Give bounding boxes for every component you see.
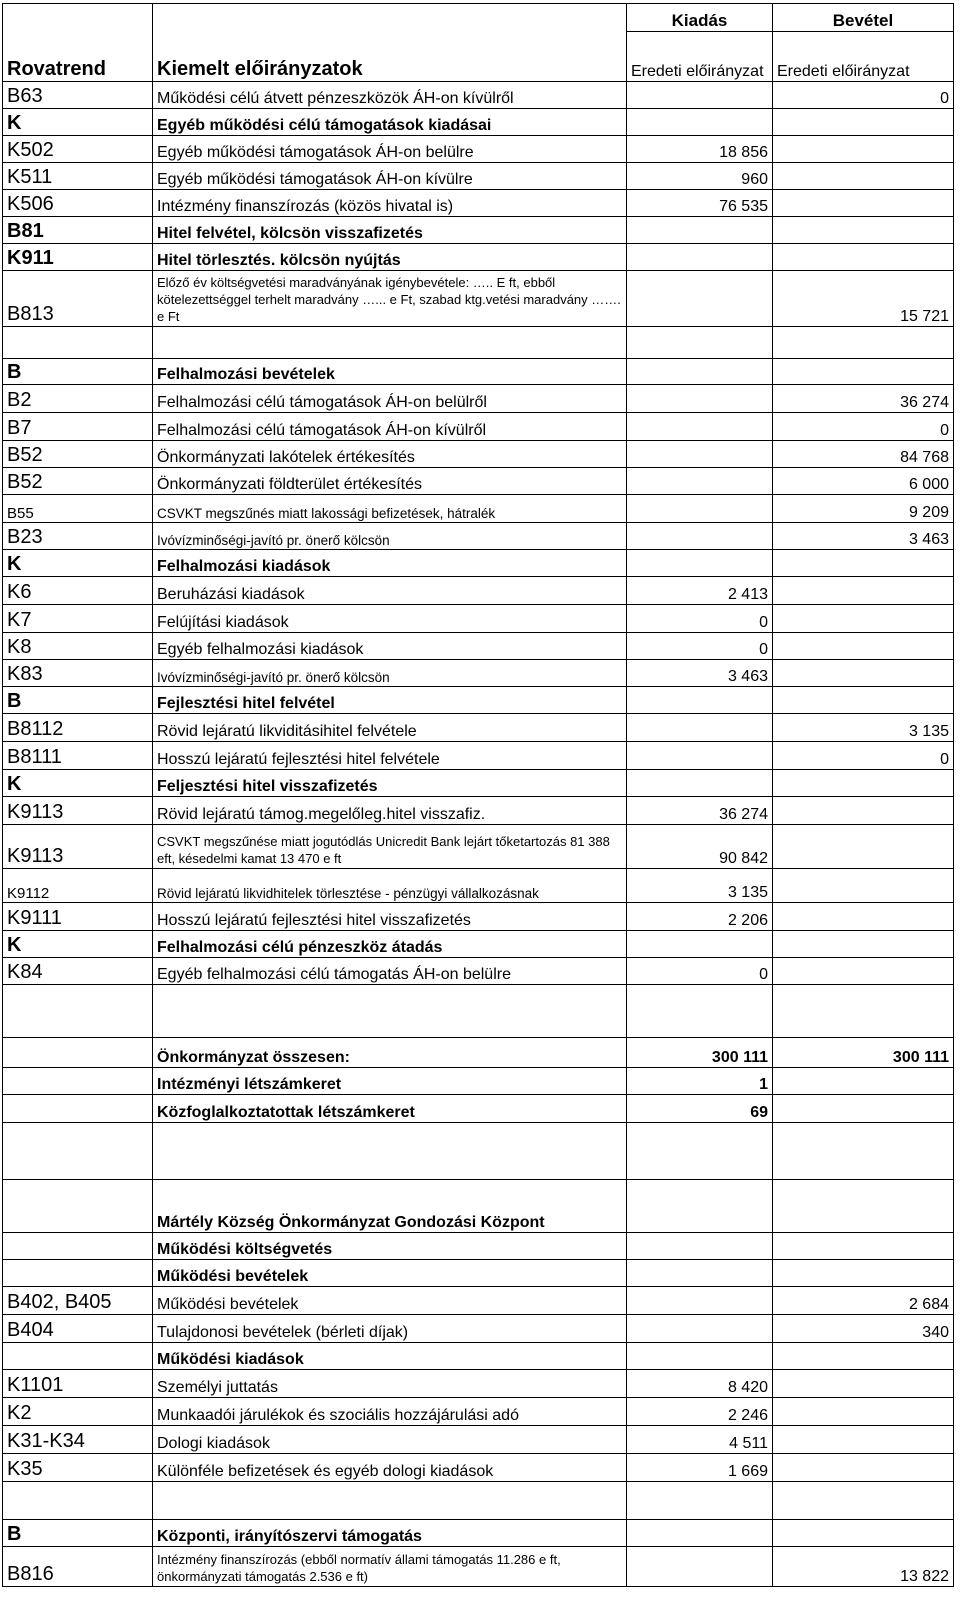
header-income-sub: Eredeti előirányzat xyxy=(773,32,954,82)
row-expense xyxy=(627,1123,773,1180)
row-income: 13 822 xyxy=(773,1547,954,1587)
row-description: Rövid lejáratú likviditásihitel felvétele xyxy=(153,714,627,742)
row-description: Intézményi létszámkeret xyxy=(153,1068,627,1095)
table-row xyxy=(3,1426,954,1454)
row-code: K xyxy=(3,109,153,136)
table-row xyxy=(3,82,954,109)
row-code: B23 xyxy=(3,523,153,550)
table-row xyxy=(3,633,954,660)
row-income xyxy=(773,931,954,958)
row-income: 36 274 xyxy=(773,385,954,413)
row-code xyxy=(3,1038,153,1068)
table-row xyxy=(3,413,954,441)
row-income xyxy=(773,550,954,577)
row-code: B8111 xyxy=(3,742,153,770)
row-income: 2 684 xyxy=(773,1287,954,1315)
table-row xyxy=(3,217,954,244)
row-income xyxy=(773,958,954,985)
row-expense: 0 xyxy=(627,958,773,985)
row-code: B xyxy=(3,1520,153,1547)
header-income: Bevétel xyxy=(773,4,954,32)
row-description: Fejlesztési hitel felvétel xyxy=(153,687,627,714)
table-row xyxy=(3,550,954,577)
row-code: B xyxy=(3,687,153,714)
table-row xyxy=(3,714,954,742)
row-description: Működési bevételek xyxy=(153,1287,627,1315)
table-row xyxy=(3,1068,954,1095)
table-row xyxy=(3,327,954,359)
row-income xyxy=(773,797,954,825)
row-income: 0 xyxy=(773,413,954,441)
row-code: K911 xyxy=(3,244,153,271)
header-expense: Kiadás xyxy=(627,4,773,32)
row-expense xyxy=(627,1343,773,1370)
row-income xyxy=(773,1520,954,1547)
table-row xyxy=(3,797,954,825)
table-row xyxy=(3,109,954,136)
row-expense xyxy=(627,523,773,550)
row-expense: 18 856 xyxy=(627,136,773,163)
row-income xyxy=(773,770,954,797)
row-description: Tulajdonosi bevételek (bérleti díjak) xyxy=(153,1315,627,1343)
row-description: Beruházási kiadások xyxy=(153,577,627,605)
row-code: K1101 xyxy=(3,1370,153,1398)
row-income xyxy=(773,1370,954,1398)
row-expense xyxy=(627,1260,773,1287)
row-description: Hosszú lejáratú fejlesztési hitel visszafizetés xyxy=(153,903,627,931)
row-income xyxy=(773,869,954,903)
row-income: 6 000 xyxy=(773,468,954,495)
row-description: Működési bevételek xyxy=(153,1260,627,1287)
row-income: 300 111 xyxy=(773,1038,954,1068)
row-income: 15 721 xyxy=(773,271,954,327)
row-expense: 300 111 xyxy=(627,1038,773,1068)
row-expense xyxy=(627,441,773,468)
row-expense xyxy=(627,271,773,327)
header-code: Rovatrend xyxy=(3,4,153,82)
row-income xyxy=(773,577,954,605)
row-expense xyxy=(627,1233,773,1260)
row-income xyxy=(773,605,954,633)
row-income xyxy=(773,1482,954,1520)
row-expense xyxy=(627,82,773,109)
row-code xyxy=(3,327,153,359)
row-description: Önkormányzat összesen: xyxy=(153,1038,627,1068)
row-description: Dologi kiadások xyxy=(153,1426,627,1454)
table-row xyxy=(3,468,954,495)
row-code: B52 xyxy=(3,468,153,495)
table-row xyxy=(3,1095,954,1123)
row-description: Rövid lejáratú likvidhitelek törlesztése - pénzügyi vállalkozásnak xyxy=(153,869,627,903)
table-row xyxy=(3,1260,954,1287)
row-code: K9112 xyxy=(3,869,153,903)
row-code: B63 xyxy=(3,82,153,109)
row-expense: 3 135 xyxy=(627,869,773,903)
row-description xyxy=(153,1482,627,1520)
row-expense: 1 669 xyxy=(627,1454,773,1482)
row-description: Rövid lejáratú támog.megelőleg.hitel visszafiz. xyxy=(153,797,627,825)
row-expense xyxy=(627,687,773,714)
header-expense-sub: Eredeti előirányzat xyxy=(627,32,773,82)
row-code xyxy=(3,1180,153,1233)
row-income xyxy=(773,1068,954,1095)
header-row-top xyxy=(3,4,954,32)
row-description: Önkormányzati földterület értékesítés xyxy=(153,468,627,495)
table-row xyxy=(3,958,954,985)
row-code xyxy=(3,1095,153,1123)
row-expense xyxy=(627,413,773,441)
row-description: Feljesztési hitel visszafizetés xyxy=(153,770,627,797)
row-expense xyxy=(627,1287,773,1315)
row-code: B8112 xyxy=(3,714,153,742)
table-row xyxy=(3,1370,954,1398)
row-description: Felhalmozási célú támogatások ÁH-on kívülről xyxy=(153,413,627,441)
row-income xyxy=(773,1233,954,1260)
row-income: 9 209 xyxy=(773,495,954,523)
row-code: K9113 xyxy=(3,825,153,869)
row-income: 3 135 xyxy=(773,714,954,742)
table-row xyxy=(3,1233,954,1260)
row-code: K511 xyxy=(3,163,153,190)
row-expense: 90 842 xyxy=(627,825,773,869)
row-expense: 3 463 xyxy=(627,660,773,687)
table-row xyxy=(3,1547,954,1587)
row-income xyxy=(773,217,954,244)
row-description: Egyéb működési támogatások ÁH-on belülre xyxy=(153,136,627,163)
row-expense: 2 413 xyxy=(627,577,773,605)
table-row xyxy=(3,1343,954,1370)
table-row xyxy=(3,577,954,605)
row-description: CSVKT megszűnése miatt jogutódlás Unicredit Bank lejárt tőketartozás 81 388 eft, késedelmi kamat 13 470 e ft xyxy=(153,825,627,869)
row-expense xyxy=(627,1180,773,1233)
row-income: 0 xyxy=(773,742,954,770)
row-code: B7 xyxy=(3,413,153,441)
table-row xyxy=(3,1398,954,1426)
row-description: Egyéb működési támogatások ÁH-on kívülre xyxy=(153,163,627,190)
row-description: Munkaadói járulékok és szociális hozzájárulási adó xyxy=(153,1398,627,1426)
row-expense xyxy=(627,770,773,797)
row-code: K xyxy=(3,770,153,797)
row-description: Hosszú lejáratú fejlesztési hitel felvétele xyxy=(153,742,627,770)
row-description: Intézmény finanszírozás (közös hivatal is) xyxy=(153,190,627,217)
table-row xyxy=(3,825,954,869)
row-code xyxy=(3,1482,153,1520)
row-code: K9111 xyxy=(3,903,153,931)
table-row xyxy=(3,441,954,468)
row-expense xyxy=(627,109,773,136)
row-expense xyxy=(627,1482,773,1520)
row-income: 84 768 xyxy=(773,441,954,468)
row-expense xyxy=(627,1520,773,1547)
row-expense: 76 535 xyxy=(627,190,773,217)
row-income xyxy=(773,687,954,714)
budget-table xyxy=(2,3,954,1587)
table-row xyxy=(3,244,954,271)
row-income xyxy=(773,660,954,687)
row-income xyxy=(773,327,954,359)
row-expense xyxy=(627,714,773,742)
table-row xyxy=(3,1482,954,1520)
table-row xyxy=(3,1038,954,1068)
row-expense xyxy=(627,359,773,385)
row-code: B52 xyxy=(3,441,153,468)
row-income xyxy=(773,1454,954,1482)
table-row xyxy=(3,136,954,163)
row-income xyxy=(773,109,954,136)
row-expense: 69 xyxy=(627,1095,773,1123)
row-expense: 0 xyxy=(627,633,773,660)
row-description: Mártély Község Önkormányzat Gondozási Központ xyxy=(153,1180,627,1233)
table-row xyxy=(3,1315,954,1343)
row-income xyxy=(773,1180,954,1233)
row-income xyxy=(773,136,954,163)
row-expense: 2 246 xyxy=(627,1398,773,1426)
row-code: B813 xyxy=(3,271,153,327)
row-expense: 4 511 xyxy=(627,1426,773,1454)
row-income xyxy=(773,1426,954,1454)
row-code: K7 xyxy=(3,605,153,633)
row-description: Különféle befizetések és egyéb dologi kiadások xyxy=(153,1454,627,1482)
row-description: Önkormányzati lakótelek értékesítés xyxy=(153,441,627,468)
row-expense xyxy=(627,1315,773,1343)
row-code: K6 xyxy=(3,577,153,605)
row-code: K83 xyxy=(3,660,153,687)
row-description: Egyéb működési célú támogatások kiadásai xyxy=(153,109,627,136)
table-row xyxy=(3,931,954,958)
row-code xyxy=(3,1123,153,1180)
table-row xyxy=(3,1287,954,1315)
row-code: B xyxy=(3,359,153,385)
row-expense xyxy=(627,327,773,359)
row-description: Ivóvízminőségi-javító pr. önerő kölcsön xyxy=(153,523,627,550)
row-description: Felhalmozási kiadások xyxy=(153,550,627,577)
row-code xyxy=(3,985,153,1038)
table-row xyxy=(3,605,954,633)
row-code: K2 xyxy=(3,1398,153,1426)
row-expense: 36 274 xyxy=(627,797,773,825)
row-description: Hitel törlesztés. kölcsön nyújtás xyxy=(153,244,627,271)
row-description: Felhalmozási célú támogatások ÁH-on belülről xyxy=(153,385,627,413)
row-expense: 960 xyxy=(627,163,773,190)
table-row xyxy=(3,869,954,903)
table-row xyxy=(3,903,954,931)
row-expense xyxy=(627,1547,773,1587)
row-income xyxy=(773,1343,954,1370)
row-code xyxy=(3,1233,153,1260)
row-expense xyxy=(627,468,773,495)
row-code: B81 xyxy=(3,217,153,244)
row-description xyxy=(153,1123,627,1180)
row-expense xyxy=(627,244,773,271)
row-income xyxy=(773,1398,954,1426)
row-expense: 8 420 xyxy=(627,1370,773,1398)
table-row xyxy=(3,359,954,385)
row-description: Hitel felvétel, kölcsön visszafizetés xyxy=(153,217,627,244)
row-code xyxy=(3,1260,153,1287)
table-row xyxy=(3,770,954,797)
table-row xyxy=(3,1454,954,1482)
row-expense: 2 206 xyxy=(627,903,773,931)
row-income xyxy=(773,1123,954,1180)
table-row xyxy=(3,495,954,523)
row-code xyxy=(3,1343,153,1370)
row-income xyxy=(773,1260,954,1287)
row-description: Működési célú átvett pénzeszközök ÁH-on kívülről xyxy=(153,82,627,109)
table-row xyxy=(3,190,954,217)
row-code: K xyxy=(3,931,153,958)
row-code: K506 xyxy=(3,190,153,217)
table-row xyxy=(3,523,954,550)
table-row xyxy=(3,1520,954,1547)
row-description: Működési kiadások xyxy=(153,1343,627,1370)
row-income xyxy=(773,633,954,660)
row-expense xyxy=(627,742,773,770)
row-description: Intézmény finanszírozás (ebből normatív állami támogatás 11.286 e ft, önkormányzati támogatás 2.536 e ft) xyxy=(153,1547,627,1587)
header-desc: Kiemelt előirányzatok xyxy=(153,4,627,82)
row-code: K9113 xyxy=(3,797,153,825)
table-row xyxy=(3,271,954,327)
row-code: B2 xyxy=(3,385,153,413)
row-code: K8 xyxy=(3,633,153,660)
row-code: B404 xyxy=(3,1315,153,1343)
row-description: Központi, irányítószervi támogatás xyxy=(153,1520,627,1547)
row-description: Egyéb felhalmozási kiadások xyxy=(153,633,627,660)
row-income: 340 xyxy=(773,1315,954,1343)
row-code: K84 xyxy=(3,958,153,985)
row-code: B816 xyxy=(3,1547,153,1587)
table-row xyxy=(3,660,954,687)
row-description: Működési költségvetés xyxy=(153,1233,627,1260)
row-description xyxy=(153,327,627,359)
row-code: K31-K34 xyxy=(3,1426,153,1454)
row-description: Felhalmozási bevételek xyxy=(153,359,627,385)
row-income xyxy=(773,1095,954,1123)
row-description: Felhalmozási célú pénzeszköz átadás xyxy=(153,931,627,958)
table-row xyxy=(3,163,954,190)
row-expense xyxy=(627,931,773,958)
row-code: B402, B405 xyxy=(3,1287,153,1315)
row-expense xyxy=(627,385,773,413)
row-description: Egyéb felhalmozási célú támogatás ÁH-on belülre xyxy=(153,958,627,985)
row-expense: 1 xyxy=(627,1068,773,1095)
row-income: 0 xyxy=(773,82,954,109)
table-row xyxy=(3,1123,954,1180)
row-income xyxy=(773,244,954,271)
row-code: K35 xyxy=(3,1454,153,1482)
row-description: Előző év költségvetési maradványának igénybevétele: ….. E ft, ebből kötelezettséggel terhelt maradvány …... e Ft, szabad ktg.vetési maradvány ……. e Ft xyxy=(153,271,627,327)
row-code: K xyxy=(3,550,153,577)
table-row xyxy=(3,385,954,413)
row-income xyxy=(773,163,954,190)
row-code: K502 xyxy=(3,136,153,163)
row-income xyxy=(773,825,954,869)
row-income xyxy=(773,359,954,385)
table-row xyxy=(3,985,954,1038)
row-description xyxy=(153,985,627,1038)
row-income xyxy=(773,190,954,217)
row-description: Ivóvízminőségi-javító pr. önerő kölcsön xyxy=(153,660,627,687)
row-description: Felújítási kiadások xyxy=(153,605,627,633)
row-expense xyxy=(627,550,773,577)
table-row xyxy=(3,742,954,770)
row-description: Személyi juttatás xyxy=(153,1370,627,1398)
row-expense xyxy=(627,217,773,244)
row-income xyxy=(773,903,954,931)
row-income xyxy=(773,985,954,1038)
row-code xyxy=(3,1068,153,1095)
row-code: B55 xyxy=(3,495,153,523)
row-expense: 0 xyxy=(627,605,773,633)
row-description: Közfoglalkoztatottak létszámkeret xyxy=(153,1095,627,1123)
row-expense xyxy=(627,495,773,523)
row-expense xyxy=(627,985,773,1038)
row-income: 3 463 xyxy=(773,523,954,550)
row-description: CSVKT megszűnés miatt lakossági befizetések, hátralék xyxy=(153,495,627,523)
table-row xyxy=(3,687,954,714)
table-row xyxy=(3,1180,954,1233)
